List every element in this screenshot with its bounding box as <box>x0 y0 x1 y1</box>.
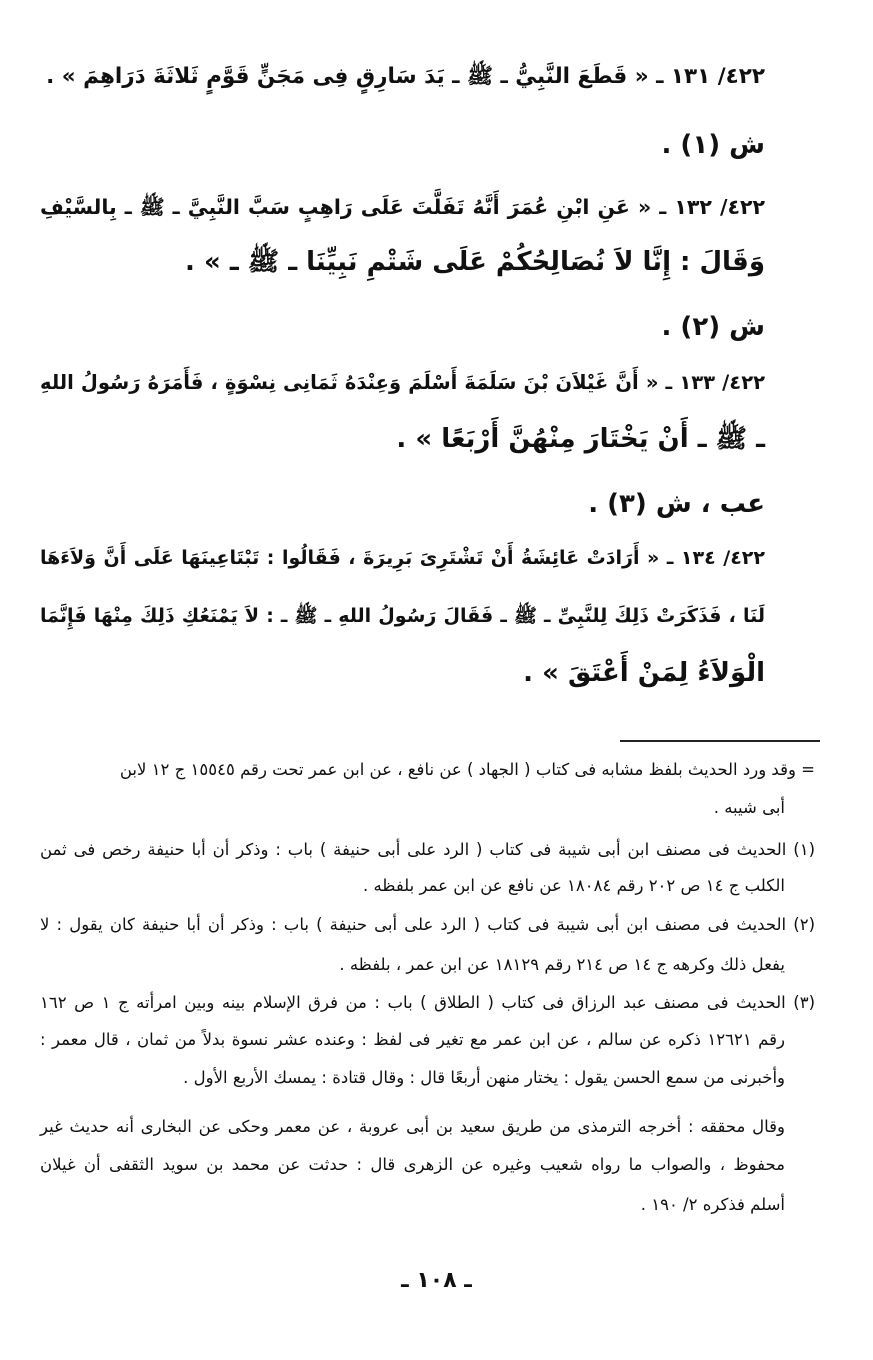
footnote-1-line-1: (١) الحديث فى مصنف ابن أبى شيبة فى كتاب ( الرد على أبى حنيفة ) باب : وذكر أن أبا حنيفة رخص فى ثمن <box>40 840 815 859</box>
footnote-continued-line-1: = وقد ورد الحديث بلفظ مشابه فى كتاب ( الجهاد ) عن نافع ، عن ابن عمر تحت رقم ١٥٥٤٥ ج ١٢ لابن <box>119 760 815 779</box>
hadith-132-line-2: وَقَالَ : إِنَّا لاَ نُصَالِحُكُمْ عَلَى شَتْمِ نَبِيِّنَا ـ ﷺ ـ » . <box>185 247 765 277</box>
footnote-3-line-3: وأخبرنى من سمع الحسن يقول : يختار منهن أربعًا قال : وقال قتادة : يمسك الأربع الأول . <box>183 1068 785 1087</box>
footnote-3-line-1: (٣) الحديث فى مصنف عبد الرزاق فى كتاب ( الطلاق ) باب : من فرق الإسلام بينه وبين امرأته ج ١ ص ١٦٢ <box>40 993 815 1012</box>
page-number: ـ ١٠٨ ـ <box>401 1268 472 1293</box>
hadith-133-line-1: ٤٢٢/ ١٣٣ ـ « أَنَّ غَيْلاَنَ بْنَ سَلَمَةَ أَسْلَمَ وَعِنْدَهُ ثَمَانِى نِسْوَةٍ ، فَأَمَرَهُ رَسُولُ اللهِ <box>40 371 766 394</box>
hadith-133-line-2: ـ ﷺ ـ أَنْ يَخْتَارَ مِنْهُنَّ أَرْبَعًا » . <box>396 424 765 454</box>
hadith-133-source: عب ، ش (٣) . <box>588 489 765 519</box>
hadith-132-line-1: ٤٢٢/ ١٣٢ ـ « عَنِ ابْنِ عُمَرَ أَنَّهُ تَفَلَّتَ عَلَى رَاهِبٍ سَبَّ النَّبِيَّ ـ ﷺ ـ بِالسَّيْفِ <box>40 195 765 219</box>
hadith-132-source: ش (٢) . <box>661 312 765 342</box>
hadith-134-line-3: الْوَلاَءُ لِمَنْ أَعْتَقَ » . <box>523 658 765 688</box>
footnote-divider <box>620 740 820 742</box>
hadith-131-line-1: ٤٢٢/ ١٣١ ـ « قَطَعَ النَّبِيُّ ـ ﷺ ـ يَدَ سَارِقٍ فِى مَجَنٍّ قَوَّمٍ ثَلاثَةَ دَرَاهِمَ » . <box>46 64 765 89</box>
footnote-3-line-4: وقال محققه : أخرجه الترمذى من طريق سعيد بن أبى عروبة ، عن معمر وحكى عن البخارى أنه حديث غير <box>40 1117 785 1136</box>
footnote-3-line-5: محفوظ ، والصواب ما رواه شعيب وغيره عن الزهرى قال : حدثت عن محمد بن سويد الثقفى أن غيلان <box>40 1155 785 1174</box>
hadith-134-line-1: ٤٢٢/ ١٣٤ ـ « أَرَادَتْ عَائِشَةُ أَنْ تَشْتَرِىَ بَرِيرَةَ ، فَقَالُوا : تَبْتَاعِينَهَا عَلَى أَنَّ وَلاَءَهَا <box>40 547 765 569</box>
footnote-2-line-1: (٢) الحديث فى مصنف ابن أبى شيبة فى كتاب ( الرد على أبى حنيفة ) باب : وذكر أن أبا حنيفة كان يقول : لا <box>40 915 815 934</box>
footnote-1-line-2: الكلب ج ١٤ ص ٢٠٢ رقم ١٨٠٨٤ عن نافع عن ابن عمر بلفظه . <box>362 876 785 895</box>
footnote-3-line-2: رقم ١٢٦٢١ ذكره عن سالم ، عن ابن عمر مع تغير فى لفظ : وعنده عشر نسوة بدلاً من ثمان ، قال معمر : <box>40 1030 785 1049</box>
hadith-134-line-2: لَنَا ، فَذَكَرَتْ ذَلِكَ لِلنَّبِىِّ ـ ﷺ ـ فَقَالَ رَسُولُ اللهِ ـ ﷺ ـ : لاَ يَمْنَعُكِ ذَلِكَ مِنْهَا فَإِنَّمَا <box>40 605 765 627</box>
footnote-3-line-6: أسلم فذكره ٢/ ١٩٠ . <box>640 1195 785 1214</box>
footnote-2-line-2: يفعل ذلك وكرهه ج ١٤ ص ٢١٤ رقم ١٨١٢٩ عن ابن عمر ، بلفظه . <box>339 955 785 974</box>
hadith-131-source: ش (١) . <box>661 130 765 160</box>
footnote-continued-line-2: أبى شيبه . <box>713 798 785 817</box>
